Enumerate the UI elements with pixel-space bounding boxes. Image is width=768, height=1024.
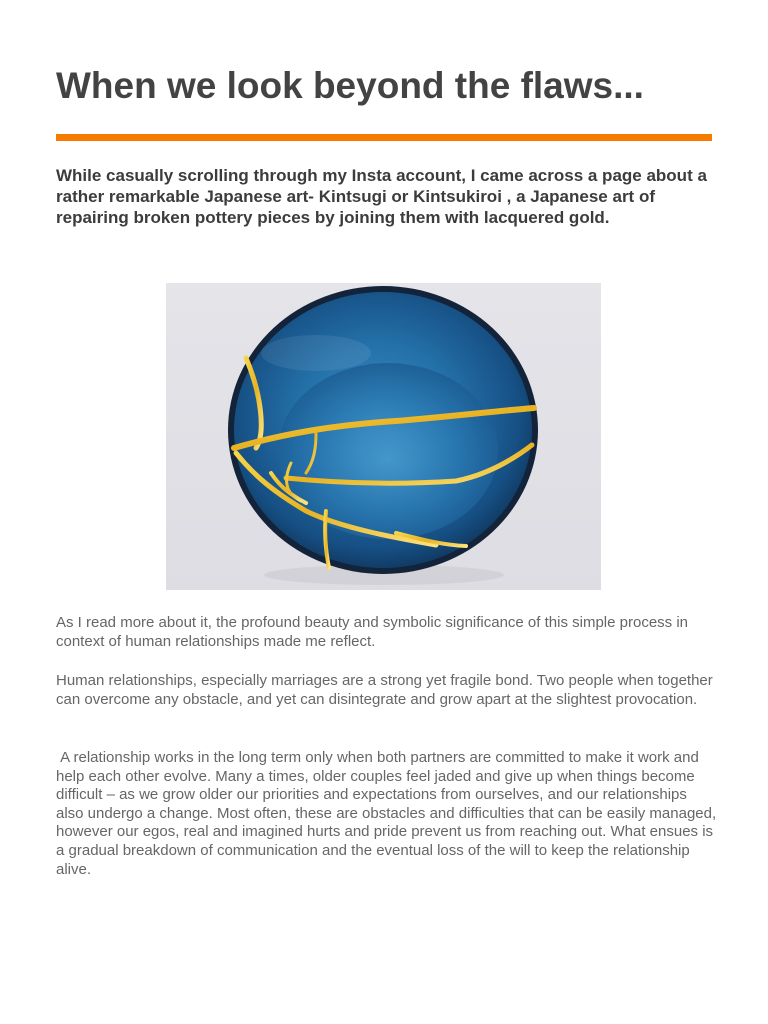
body-paragraph-2: Human relationships, especially marriages are a strong yet fragile bond. Two people when together can overcome any obstacle, and yet can disintegrate and grow apart at the slightest provocation. (56, 672, 713, 708)
title-divider (56, 134, 712, 141)
body-paragraph-1: As I read more about it, the profound beauty and symbolic significance of this simple process in context of human relationships made me reflect. (56, 614, 688, 650)
lead-paragraph: While casually scrolling through my Insta account, I came across a page about a rather remarkable Japanese art- Kintsugi or Kintsukiroi , a Japanese art of repairing broken pottery pieces by joining them with lacquered gold. (56, 166, 707, 227)
kintsugi-bowl-image (166, 283, 601, 590)
bowl-highlight (261, 335, 371, 371)
body-paragraph-3: A relationship works in the long term only when both partners are committed to make it work and help each other evolve. Many a times, older couples feel jaded and give up when things become difficult – as we grow older our priorities and expectations from ourselves, and our relationships also undergo a change. Most often, these are obstacles and difficulties that can be easily managed, however our egos, real and imagined hurts and pride prevent us from reaching out. What ensues is a gradual breakdown of communication and the eventual loss of the will to keep the relationship alive. (56, 749, 721, 878)
bowl-illustration (166, 283, 601, 590)
page-title: When we look beyond the flaws... (56, 65, 644, 106)
